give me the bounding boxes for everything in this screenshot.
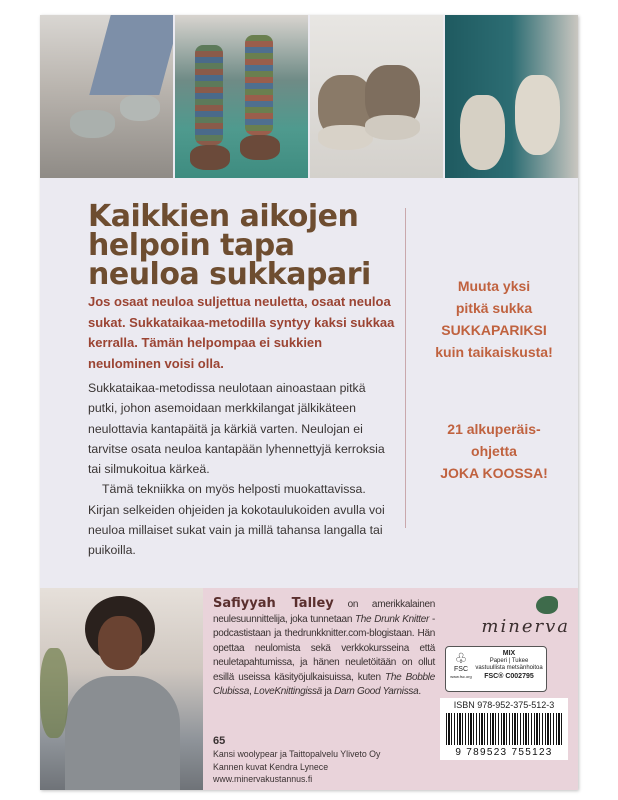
owl-icon [536,596,558,614]
author-bio [213,597,435,700]
bio-title: LoveKnittingissä [253,686,322,697]
blurb-line: SUKKAPARIKSI [441,322,547,338]
credit-line: Kansi woolypear ja Taittopalvelu Yliveto Oy [213,749,381,759]
blurb-line: pitkä sukka [455,300,533,316]
credit-line: Kannen kuvat Kendra Lynece [213,761,329,772]
bio-text: -podcastistaan ja thedrunkknitter.com-blogistaan. Hän opettaa neulomista sekä verkkokursseina että neuletapahtumissa, ja hänen neuletöitään on ollut esillä useissa käsityöjulkaisuissa, kuten [213,613,435,683]
body-paragraph: Sukkataikaa-metodissa neulotaan ainoastaan pitkä putki, johon asemoidaan merkkilangat jälkikäteen neulottavia kantapäitä ja kärkiä varten. Neulojan ei tarvitse osata neuloa kantapään lyhennettyjä kerroksia tai silmukoitua kärkeä. [88,381,385,477]
bio-text: . [418,686,421,697]
publisher-logo [460,596,570,642]
blurb-line: 21 alkuperäis- [447,421,541,437]
author-section [40,588,578,790]
headline-line: helpoin tapa [88,228,295,263]
publisher-name: minerva [481,616,570,637]
fsc-url: www.fsc.org [450,674,472,679]
headline [88,199,371,292]
fsc-label [445,646,547,692]
fsc-tree-icon: ♧ FSC www.fsc.org [450,650,472,679]
side-blurb-1 [414,275,574,363]
body-paragraph: Tämä tekniikka on myös helposti muokattavissa. Kirjan selkeiden ohjeiden ja kokotaulukoiden avulla voi neuloa millaiset sukat vain ja millä tahansa langalla tai puikoilla. [88,482,385,558]
photo-wool-booties [310,15,443,178]
lead-paragraph: Jos osaat neuloa suljettua neuletta, osaat neuloa sukat. Sukkataikaa-metodilla syntyy kaksi sukkaa kerralla. Tämän helpompaa ei sukkien neulominen voisi olla. [88,294,395,371]
isbn-barcode [440,698,568,760]
bio-title: The Drunk Knitter [354,613,430,625]
blurb-line: Muuta yksi [457,278,531,294]
fsc-mix: MIX [502,650,516,657]
barcode [446,713,562,745]
book-back-cover [40,15,578,790]
vertical-divider [405,208,406,528]
side-blurb-2 [414,418,574,484]
fsc-logo-text: FSC [454,666,468,673]
bio-text: ja [321,686,335,697]
bio-title: The Bobble Clubissa [213,671,435,697]
publisher-url: www.minervakustannus.fi [213,774,313,784]
barcode-digits: 9 789523 755123 [440,747,568,759]
bio-text: , [248,686,254,697]
body-text [88,378,398,561]
photo-strip [40,15,578,178]
fsc-desc: Paperi | Tukee vastuullista metsänhoitoa [475,657,543,671]
class-number: 65 [213,735,226,747]
photo-ankle-socks [40,15,173,178]
bio-title: Darn Good Yarnissa [334,686,419,697]
blurb-line: JOKA KOOSSA! [440,465,548,481]
author-photo [40,588,203,790]
blurb-line: kuin taikaiskusta! [435,344,553,360]
fsc-code: FSC® C002795 [484,672,534,680]
isbn-label: ISBN 978-952-375-512-3 [453,700,555,710]
author-name: Safiyyah Talley [213,596,334,611]
headline-line: neuloa sukkapari [88,257,371,292]
photo-lace-socks [445,15,578,178]
bio-text: on amerikkalainen neulesuunnittelija, joka tunnetaan [213,599,435,625]
main-section [40,178,578,588]
photo-striped-socks [175,15,308,178]
credits [213,734,380,786]
headline-line: Kaikkien aikojen [88,199,359,234]
blurb-line: ohjetta [471,443,517,459]
